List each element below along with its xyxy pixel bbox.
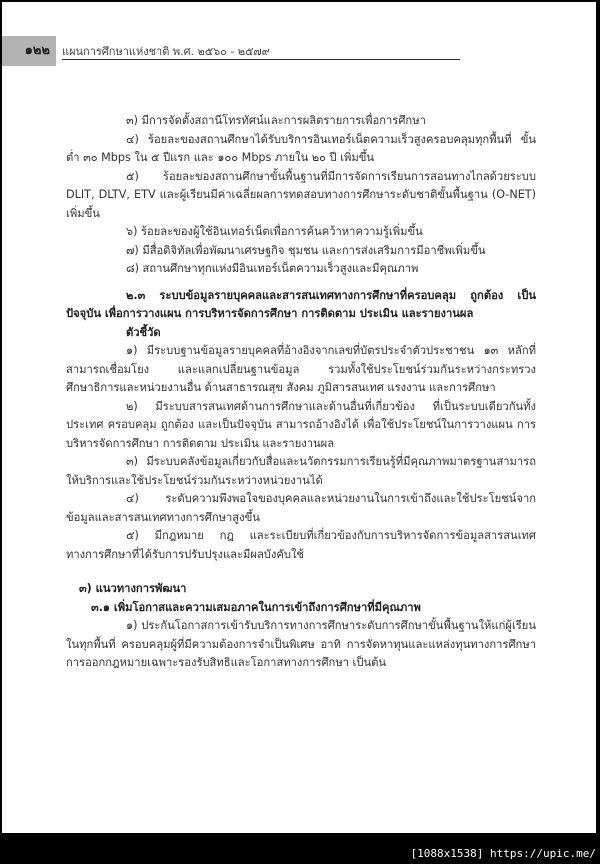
page-header [2,36,462,66]
indicator-item: ๑) มีระบบฐานข้อมูลรายบุคคลที่อ้างอิงจากเลขที่บัตรประจำตัวประชาชน ๑๓ หลักที่สามารถเชื่อมโยง และแลกเปลี่ยนฐานข้อมูล รวมทั้งใช้ประโยชน์ร่วมกันระหว่างกระทรวงศึกษาธิการและหน่วยงานอื่น ด้านสาธารณสุข สังคม ภูมิสารสนเทศ แรงงาน และการศึกษา [66,344,536,394]
section-heading-3-1: ๓.๑ เพิ่มโอกาสและความเสมอภาคในการเข้าถึงการศึกษาที่มีคุณภาพ [91,600,421,614]
page-number: ๑๒๒ [2,36,56,66]
indicator-item: ๔) ร้อยละของสถานศึกษาได้รับบริการอินเทอร์เน็ตความเร็วสูงครอบคลุมทุกพื้นที่ ขั้นต่ำ ๓๐ Mbps ใน ๕ ปีแรก และ ๑๐๐ Mbps ภายใน ๒๐ ปี เพิ่มขึ้น [66,132,536,164]
spacer [66,279,536,287]
indicator-item: ๕) ร้อยละของสถานศึกษาขั้นพื้นฐานที่มีการจัดการเรียนการสอนทางไกลด้วยระบบ DLIT, DLTV, ETV และผู้เรียนมีค่าเฉลี่ยผลการทดสอบทางการศึกษาระดับชาติขั้นพื้นฐาน (O-NET) เพิ่มขึ้น [66,169,536,220]
indicator-item: ๖) ร้อยละของผู้ใช้อินเทอร์เน็ตเพื่อการค้นคว้าหาความรู้เพิ่มขึ้น [126,225,423,238]
indicator-item: ๓) มีระบบคลังข้อมูลเกี่ยวกับสื่อและนวัตกรรมการเรียนรู้ที่มีคุณภาพมาตรฐานสามารถให้บริการและใช้ประโยชน์ร่วมกันระหว่างหน่วยงานได้ [66,455,536,487]
section-heading-3: ๓) แนวทางการพัฒนา [79,582,187,595]
spacer [66,564,536,580]
indicator-item: ๗) มีสื่อดิจิทัลเพื่อพัฒนาเศรษฐกิจ ชุมชน และการส่งเสริมการมีอาชีพเพิ่มขึ้น [126,243,486,257]
image-info-badge: [1088x1538] https://upic.me/ [410,847,596,860]
section-heading-2-3: ๒.๓ ระบบข้อมูลรายบุคคลและสารสนเทศทางการศึกษาที่ครอบคลุม ถูกต้อง เป็นปัจจุบัน เพื่อการวางแผน การบริหารจัดการศึกษา การติดตาม ประเมิน และรายงานผล [66,288,536,320]
indicator-item: ๒) มีระบบสารสนเทศด้านการศึกษาและด้านอื่นที่เกี่ยวข้อง ที่เป็นระบบเดียวกันทั้งประเทศ ครอบคลุม ถูกต้อง และเป็นปัจจุบัน สามารถอ้างอิงได้ เพื่อใช้ประโยชน์ในการวางแผน การบริหารจัดการศึกษา การติดตาม ประเมิน และรายงานผล [66,399,536,450]
header-divider [62,59,460,60]
indicator-item: ๕) มีกฎหมาย กฎ และระเบียบที่เกี่ยวข้องกับการบริหารจัดการข้อมูลสารสนเทศทางการศึกษาที่ได้รับการปรับปรุงและมีผลบังคับใช้ [66,529,536,561]
document-page [2,2,596,833]
indicator-item: ๓) มีการจัดตั้งสถานีโทรทัศน์และการผลิตรายการเพื่อการศึกษา [126,114,426,127]
development-item: ๑) ประกันโอกาสการเข้ารับบริการทางการศึกษาระดับการศึกษาขั้นพื้นฐานให้แก่ผู้เรียนในทุกพื้นที่ ครอบคลุมผู้ที่มีความต้องการจำเป็นพิเศษ อาทิ การจัดหาทุนและแหล่งทุนทางการศึกษา การออกกฎหมายเฉพาะรองรับสิทธิและโอกาสทางการศึกษา เป็นต้น [66,619,536,669]
running-title: แผนการศึกษาแห่งชาติ พ.ศ. ๒๕๖๐ - ๒๕๗๙ [62,45,270,58]
indicator-item: ๘) สถานศึกษาทุกแห่งมีอินเทอร์เน็ตความเร็วสูงและมีคุณภาพ [126,262,419,275]
indicators-subheading: ตัวชี้วัด [126,325,161,339]
indicator-item: ๔) ระดับความพึงพอใจของบุคคลและหน่วยงานในการเข้าถึงและใช้ประโยชน์จากข้อมูลและสารสนเทศทางการศึกษาสูงขึ้น [66,492,536,524]
page-content [66,112,536,673]
